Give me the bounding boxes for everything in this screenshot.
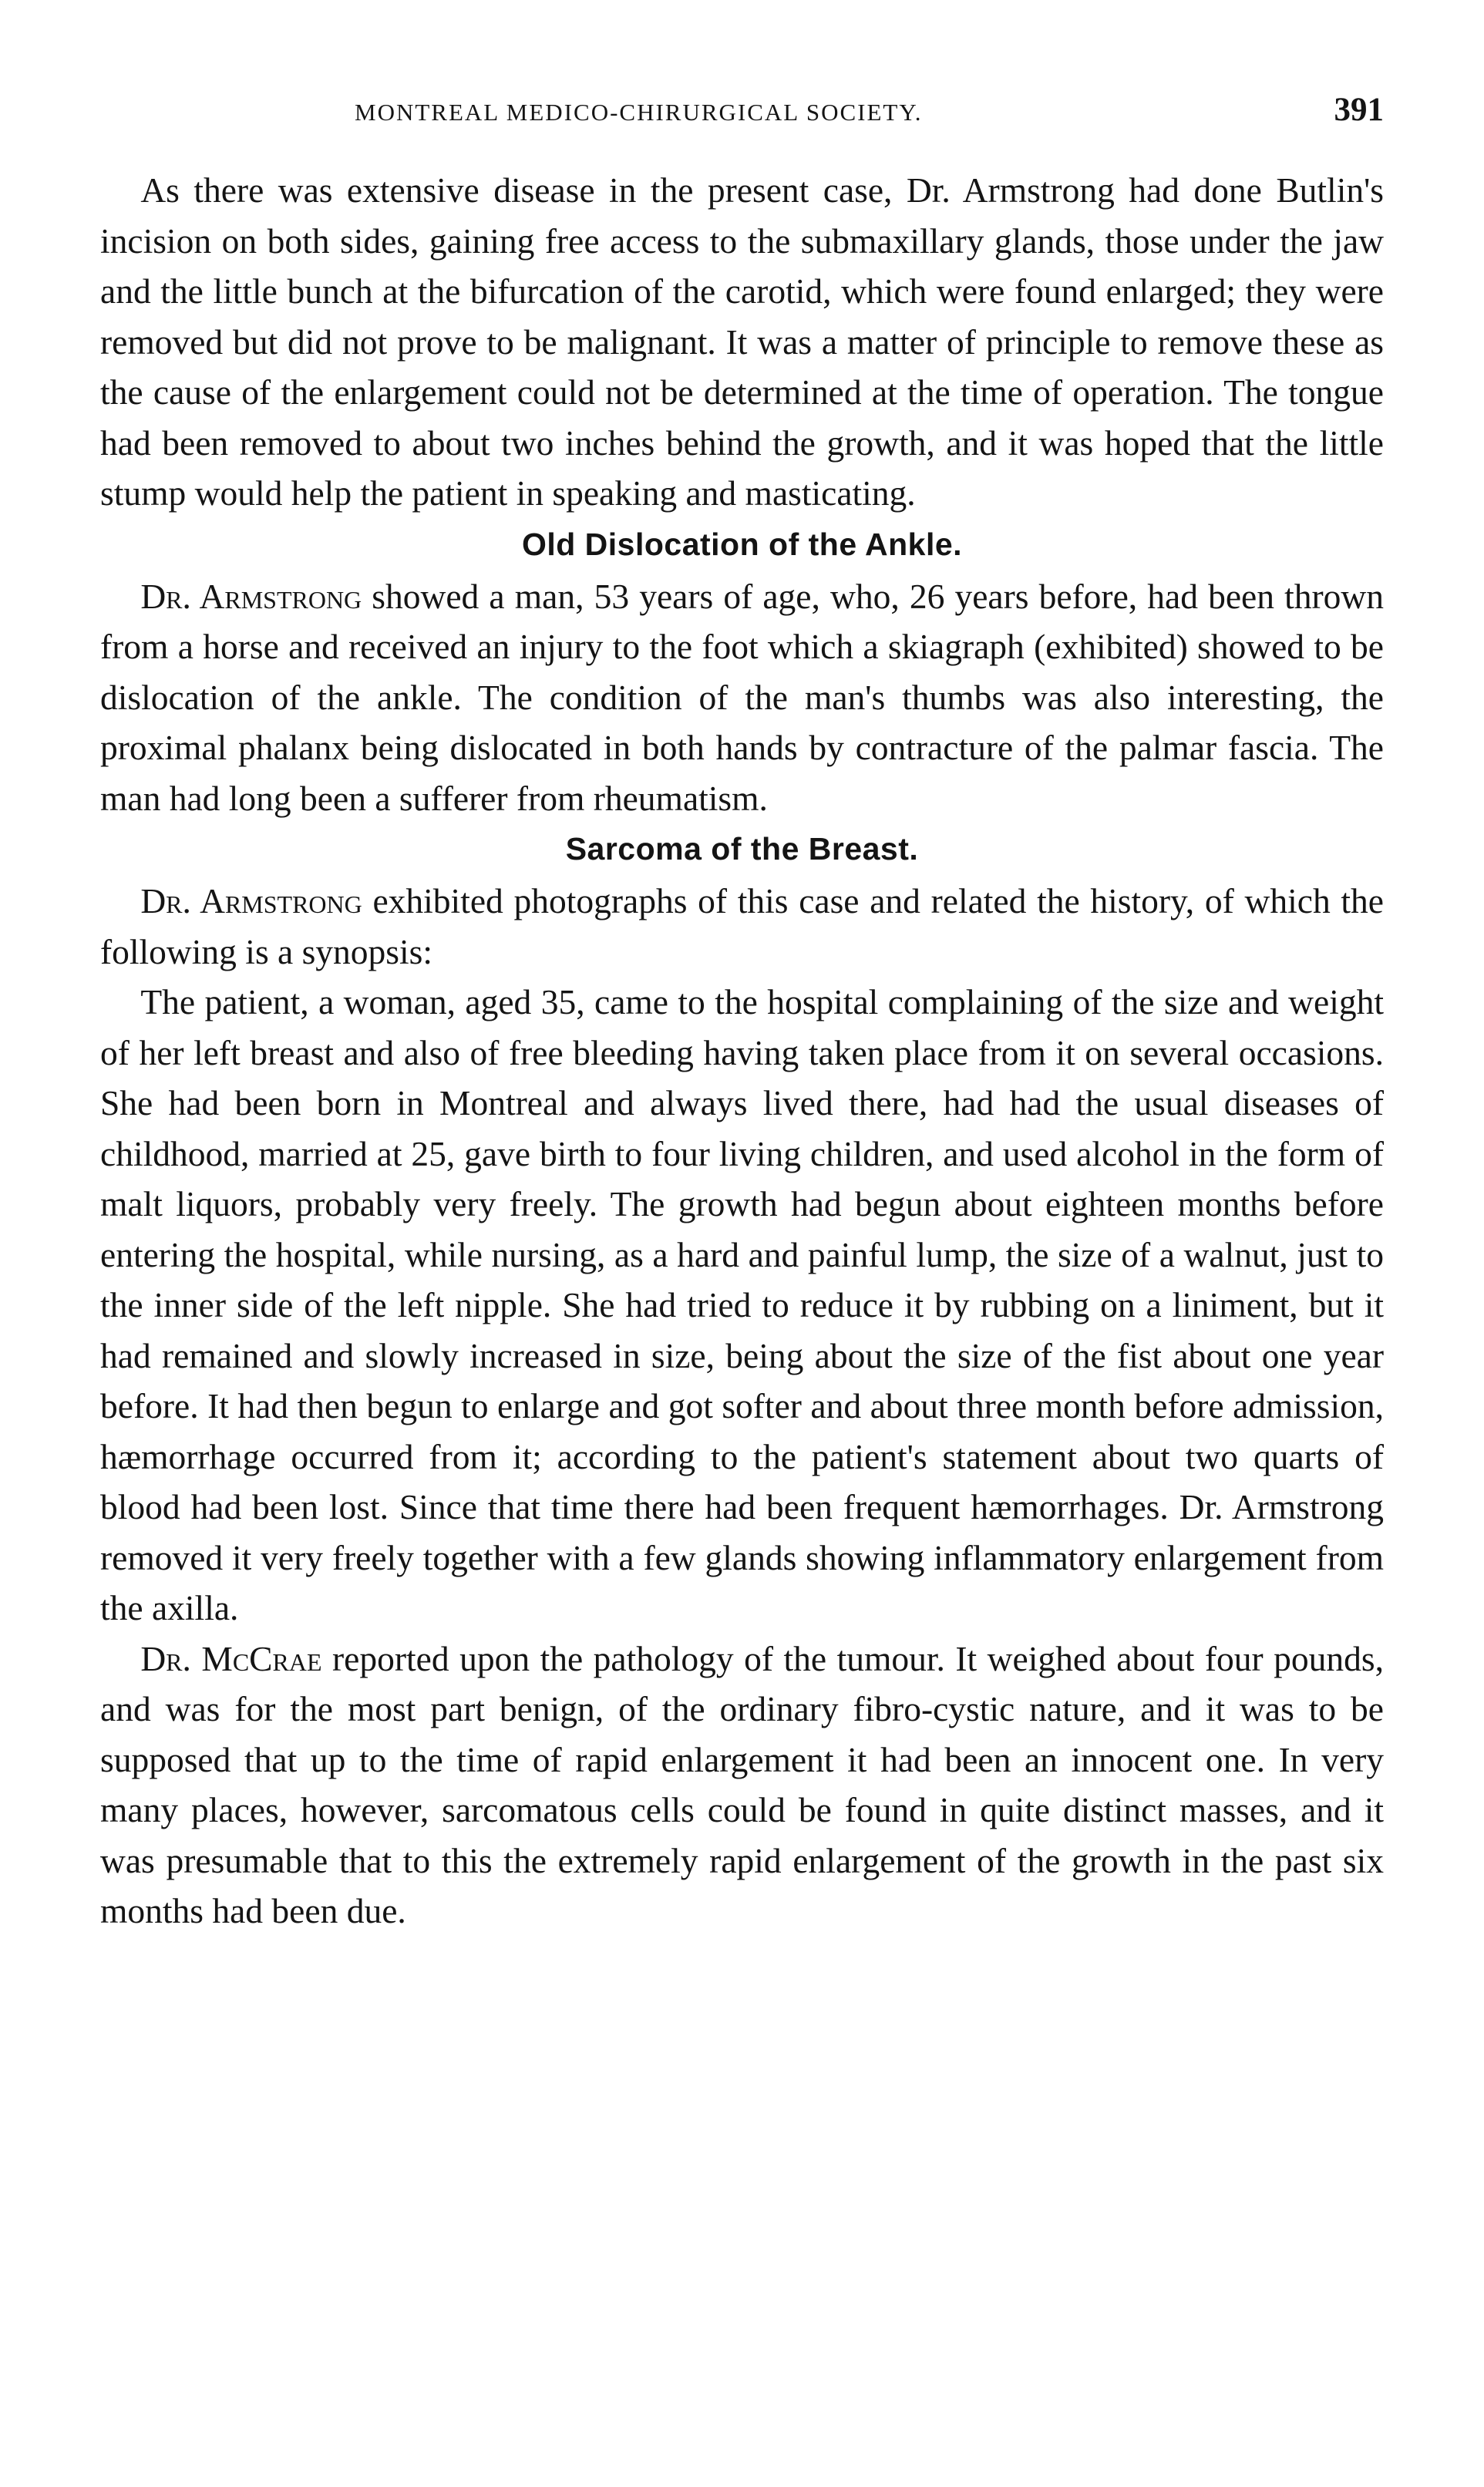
section-heading-sarcoma: Sarcoma of the Breast. (565, 831, 919, 867)
paragraph-sarcoma-intro (100, 876, 1384, 977)
running-title: MONTREAL MEDICO-CHIRURGICAL SOCIETY. (355, 99, 923, 126)
speaker-name: Dr. Armstrong (140, 881, 362, 920)
paragraph-tongue-removal: As there was extensive disease in the present case, Dr. Armstrong had done Butlin's incision on both sides, gaining free access to the submaxillary glands, those under the jaw and the little bunch at the bifurcation of the carotid, which were found enlarged; they were removed but did not prove to be malignant. It was a matter of principle to remove these as the cause of the enlargement could not be determined at the time of operation. The tongue had been removed to about two inches behind the growth, and it was hoped that the little stump would help the patient in speaking and masticating. (100, 170, 1384, 513)
section-heading-ankle: Old Dislocation of the Ankle. (521, 526, 963, 562)
paragraph-pathology (100, 1634, 1384, 1937)
paragraph-text: reported upon the pathology of the tumour. It weighed about four pounds, and was for the most part benign, of the ordinary fibro-cystic nature, and it was to be supposed that up to the time of rapid enlargement it had been an innocent one. In very many places, however, sarcomatous cells could be found in quite distinct masses, and it was presumable that to this the extremely rapid enlargement of the growth in the past six months had been due. (100, 1638, 1384, 1930)
page-number: 391 (1334, 92, 1384, 128)
running-header (100, 77, 1384, 139)
document-page (100, 77, 1384, 1937)
paragraph-text: exhibited photographs of this case and related the history, of which the following is a synopsis: (100, 881, 1384, 971)
paragraph-text: showed a man, 53 years of age, who, 26 years before, had been thrown from a horse and received an injury to the foot which a skiagraph (exhibited) showed to be dislocation of the ankle. The condition of the man's thumbs was also interesting, the proximal phalanx being dislocated in both hands by contracture of the palmar fascia. The man had long been a sufferer from rheumatism. (100, 576, 1384, 818)
speaker-name: Dr. McCrae (140, 1638, 322, 1678)
paragraph-patient-history: The patient, a woman, aged 35, came to the hospital complaining of the size and weight of her left breast and also of free bleeding having taken place from it on several occasions. She had been born in Montreal and always lived there, had had the usual diseases of childhood, married at 25, gave birth to four living children, and used alcohol in the form of malt liquors, probably very freely. The growth had begun about eighteen months before entering the hospital, while nursing, as a hard and painful lump, the size of a walnut, just to the inner side of the left nipple. She had tried to reduce it by rubbing on a liniment, but it had remained and slowly increased in size, being about the size of the fist about one year before. It had then begun to enlarge and got softer and about three month before admission, hæmorrhage occurred from it; according to the patient's statement about two quarts of blood had been lost. Since that time there had been frequent hæmorrhages. Dr. Armstrong removed it very freely together with a few glands showing inflammatory enlargement from the axilla. (100, 982, 1384, 1627)
article-body (100, 165, 1384, 1937)
paragraph-ankle-case (100, 571, 1384, 824)
speaker-name: Dr. Armstrong (140, 576, 362, 616)
